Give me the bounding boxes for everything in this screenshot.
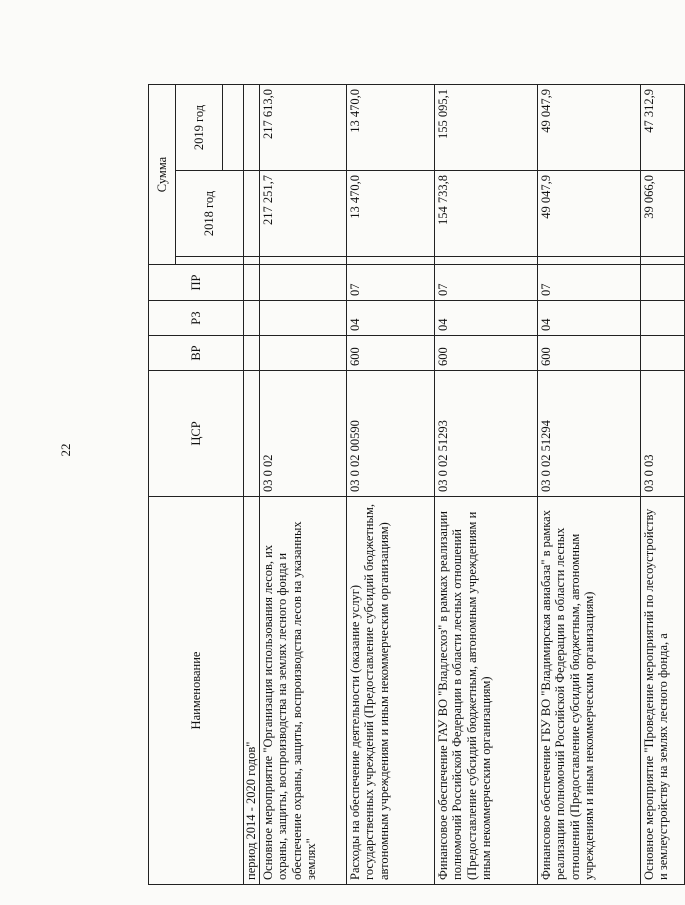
header-name: Наименование (149, 497, 244, 885)
header-2019: 2019 год (176, 84, 223, 170)
row-spacer (346, 257, 434, 265)
row-csr: 03 0 02 (259, 371, 346, 497)
page-number: 22 (58, 443, 73, 457)
row-name: Расходы на обеспечение деятельности (оказание услуг) государственных учреждений (Предоставление субсидий бюджетным, автономным учреждениям и иным некоммерческим организациям) (346, 497, 434, 885)
row-vr: 600 (346, 336, 434, 371)
row-2018: 49 047,9 (537, 171, 640, 257)
row-rz (640, 301, 684, 336)
header-vr: ВР (149, 336, 244, 371)
header-sum-spacer (176, 257, 244, 265)
table-row (640, 84, 684, 884)
row-2019: 13 470,0 (346, 84, 434, 170)
header-pr: ПР (149, 265, 244, 301)
table-row (259, 84, 346, 884)
row-spacer (640, 257, 684, 265)
row-vr: 600 (434, 336, 537, 371)
row-csr: 03 0 02 00590 (346, 371, 434, 497)
table-row (346, 84, 434, 884)
row-pr: 07 (537, 265, 640, 301)
table-row (244, 84, 260, 884)
row-csr (244, 371, 260, 497)
row-name: Финансовое обеспечение ГБУ ВО "Владимирская авиабаза" в рамках реализации полномочий Российской Федерации в области лесных отношений (Предоставление субсидий бюджетным, автономным учреждениям и иным некоммерческим организациям) (537, 497, 640, 885)
row-csr: 03 0 02 51294 (537, 371, 640, 497)
header-sum: Сумма (149, 84, 176, 264)
table-row (537, 84, 640, 884)
row-vr (244, 336, 260, 371)
row-spacer (537, 257, 640, 265)
row-2018: 154 733,8 (434, 171, 537, 257)
header-2018: 2018 год (176, 171, 244, 257)
row-pr: 07 (434, 265, 537, 301)
row-rz (259, 301, 346, 336)
row-2019: 155 095,1 (434, 84, 537, 170)
row-2018: 39 066,0 (640, 171, 684, 257)
row-pr (259, 265, 346, 301)
row-vr (259, 336, 346, 371)
header-csr: ЦСР (149, 371, 244, 497)
row-rz: 04 (537, 301, 640, 336)
row-2018: 13 470,0 (346, 171, 434, 257)
row-spacer (244, 257, 260, 265)
header-2019-blank (223, 84, 244, 170)
row-pr (640, 265, 684, 301)
row-spacer (259, 257, 346, 265)
row-rz (244, 301, 260, 336)
row-2019: 217 613,0 (259, 84, 346, 170)
row-csr: 03 0 02 51293 (434, 371, 537, 497)
row-name: период 2014 - 2020 годов" (244, 497, 260, 885)
row-vr (640, 336, 684, 371)
row-2018: 217 251,7 (259, 171, 346, 257)
row-name: Финансовое обеспечение ГАУ ВО "Владлесхоз" в рамках реализации полномочий Российской Федерации в области лесных отношений (Предоставление субсидий бюджетным, автономным учреждениям и иным некоммерческим организациям) (434, 497, 537, 885)
row-name: Основное мероприятие "Проведение мероприятий по лесоустройству и землеустройству на землях лесного фонда, а (640, 497, 684, 885)
table-row (434, 84, 537, 884)
header-rz: РЗ (149, 301, 244, 336)
row-vr: 600 (537, 336, 640, 371)
row-csr: 03 0 03 (640, 371, 684, 497)
row-2019 (244, 84, 260, 170)
row-rz: 04 (346, 301, 434, 336)
row-name: Основное мероприятие "Организация использования лесов, их охраны, защиты, воспроизводства на землях лесного фонда и обеспечение охраны, защиты, воспроизводства лесов на указанных землях" (259, 497, 346, 885)
row-2018 (244, 171, 260, 257)
row-2019: 47 312,9 (640, 84, 684, 170)
budget-table (148, 85, 670, 885)
row-pr (244, 265, 260, 301)
row-spacer (434, 257, 537, 265)
row-2019: 49 047,9 (537, 84, 640, 170)
row-pr: 07 (346, 265, 434, 301)
row-rz: 04 (434, 301, 537, 336)
budget-table-grid (148, 84, 685, 885)
